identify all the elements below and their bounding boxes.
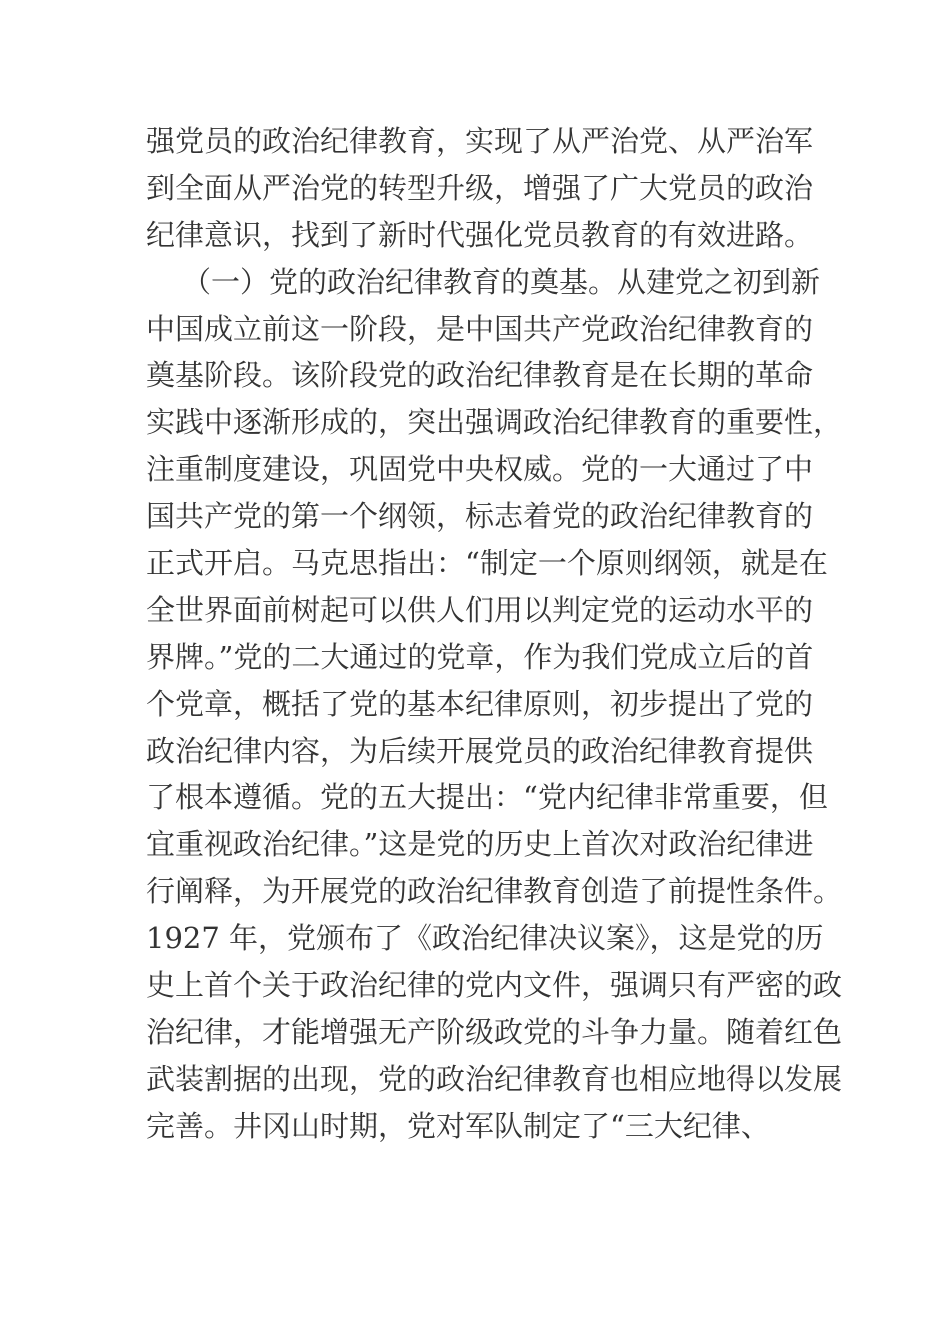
text-line: 宜重视政治纪律。”这是党的历史上首次对政治纪律进 [146, 827, 814, 862]
text-line: 界牌。”党的二大通过的党章，作为我们党成立后的首 [146, 639, 814, 674]
text-line: 了根本遵循。党的五大提出：“党内纪律非常重要，但 [146, 780, 828, 815]
text-line: 政治纪律内容，为后续开展党员的政治纪律教育提供 [146, 733, 814, 768]
text-line: 实践中逐渐形成的，突出强调政治纪律教育的重要性， [146, 405, 843, 440]
text-line: 到全面从严治党的转型升级，增强了广大党员的政治 [146, 170, 814, 205]
text-line: 全世界面前树起可以供人们用以判定党的运动水平的 [146, 592, 814, 627]
text-line: 个党章，概括了党的基本纪律原则，初步提出了党的 [146, 686, 814, 721]
text-line: 治纪律，才能增强无产阶级政党的斗争力量。随着红色 [146, 1014, 843, 1049]
text-line: 史上首个关于政治纪律的党内文件，强调只有严密的政 [146, 968, 843, 1003]
text-line: 1927 年，党颁布了《政治纪律决议案》，这是党的历 [146, 921, 824, 956]
text-line: 完善。井冈山时期，党对军队制定了“三大纪律、 [146, 1108, 770, 1143]
text-line: 注重制度建设，巩固党中央权威。党的一大通过了中 [146, 452, 814, 487]
text-line: 武装割据的出现，党的政治纪律教育也相应地得以发展 [146, 1061, 843, 1096]
text-line: 纪律意识，找到了新时代强化党员教育的有效进路。 [146, 217, 814, 252]
text-line: 正式开启。马克思指出：“制定一个原则纲领，就是在 [146, 546, 828, 581]
text-line: 奠基阶段。该阶段党的政治纪律教育是在长期的革命 [146, 358, 814, 393]
body-text [146, 118, 843, 1150]
text-line: 强党员的政治纪律教育，实现了从严治党、从严治军 [146, 124, 814, 158]
text-line: 行阐释，为开展党的政治纪律教育创造了前提性条件。 [146, 874, 843, 909]
text-line: 中国成立前这一阶段，是中国共产党政治纪律教育的 [146, 311, 814, 346]
text-line: 国共产党的第一个纲领，标志着党的政治纪律教育的 [146, 499, 814, 534]
section-heading-line: （一）党的政治纪律教育的奠基。从建党之初到新 [182, 264, 821, 299]
